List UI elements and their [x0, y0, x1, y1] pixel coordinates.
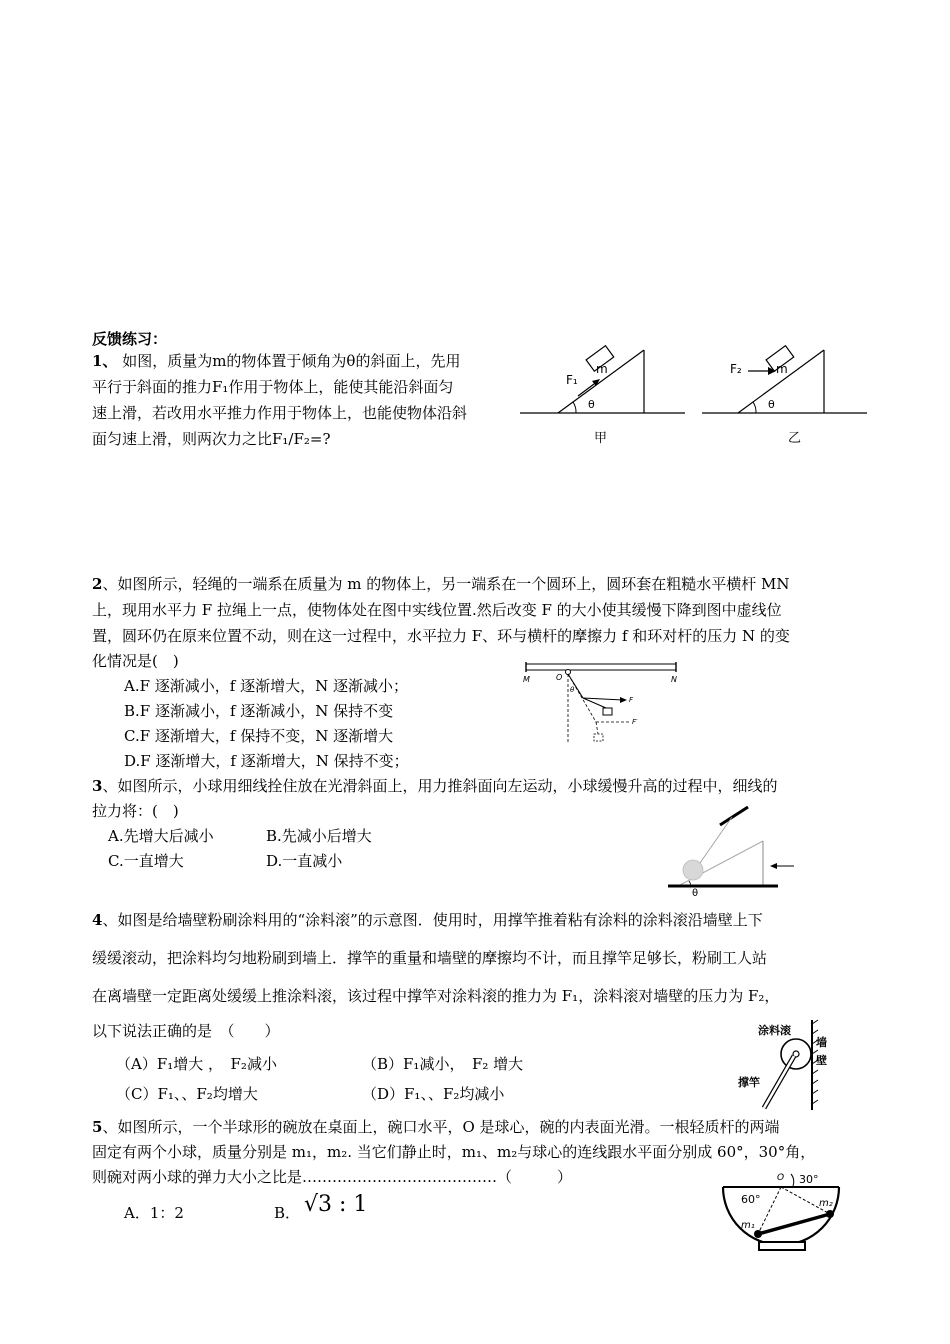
q1-line-3: 速上滑，若改用水平推力作用于物体上，也能使物体沿斜 [92, 404, 468, 422]
q2-label-n: N [671, 675, 677, 684]
q3-angle-label: θ [692, 888, 699, 899]
q3-line-1: 3、如图所示，小球用细线拴住放在光滑斜面上，用力推斜面向左运动，小球缓慢升高的过程中，细线的 [92, 777, 778, 795]
q1-yi-force: F₂ [730, 362, 742, 376]
q5-label-30: 30° [799, 1173, 819, 1186]
q2-label-m: M [523, 675, 530, 684]
q2-label-f: F [629, 696, 634, 704]
q2-label-o: O [556, 673, 563, 682]
q2-label-f-prime: F′ [632, 718, 638, 726]
q5-label-60: 60° [741, 1193, 761, 1206]
q3-option-d[interactable]: D.一直减小 [266, 852, 343, 870]
q4-figure [730, 1016, 830, 1114]
q3-number: 3 [92, 777, 103, 795]
q4-wall-label-1: 墙 [816, 1036, 827, 1049]
q5-option-b-math: √3 : 1 [304, 1192, 368, 1217]
q2-line-2: 上，现用水平力 F 拉绳上一点，使物体处在图中实线位置.然后改变 F 的大小使其缓慢下降到图中虚线位 [92, 601, 782, 619]
q1-jia-caption: 甲 [594, 431, 608, 446]
q1-jia-mass: m [596, 362, 608, 376]
q3-option-b[interactable]: B.先减小后增大 [266, 827, 372, 845]
q4-roller-label: 涂料滚 [758, 1024, 791, 1037]
q1-yi-angle: θ [768, 398, 775, 411]
q1-line-1: 1、 如图，质量为m的物体置于倾角为θ的斜面上，先用 [92, 352, 461, 370]
q2-line-1: 2、如图所示，轻绳的一端系在质量为 m 的物体上，另一端系在一个圆环上，圆环套在粗糙水平横杆 MN [92, 575, 790, 593]
q4-line-4: 以下说法正确的是 （ ） [92, 1022, 280, 1040]
q2-line-4: 化情况是( ) [92, 652, 179, 670]
q4-line-2: 缓缓滚动，把涂料均匀地粉刷到墙上．撑竿的重量和墙壁的摩擦均不计，而且撑竿足够长，粉刷工人站 [92, 949, 768, 967]
q1-figure-jia [510, 340, 690, 450]
q1-line-4: 面匀速上滑，则两次力之比F₁/F₂=? [92, 430, 331, 448]
q4-option-d[interactable]: （D）F₁、、F₂均减小 [362, 1085, 505, 1103]
q5-option-a[interactable]: A．1：2 [124, 1204, 184, 1222]
q4-line-3: 在离墙壁一定距离处缓缓上推涂料滚，该过程中撑竿对涂料滚的推力为 F₁，涂料滚对墙壁的压力为 F₂， [92, 987, 780, 1005]
q2-number: 2 [92, 575, 103, 593]
q4-option-c[interactable]: （C）F₁、、F₂均增大 [116, 1085, 258, 1103]
q1-yi-mass: m [776, 362, 788, 376]
q5-label-m1: m₁ [741, 1220, 755, 1231]
q1-number: 1、 [92, 352, 118, 370]
section-title: 反馈练习： [92, 330, 168, 348]
q2-line-3: 置，圆环仍在原来位置不动，则在这一过程中，水平拉力 F、环与横杆的摩擦力 f 和环对杆的压力 N 的变 [92, 627, 790, 645]
q5-figure [715, 1166, 845, 1262]
q1-yi-caption: 乙 [788, 431, 802, 446]
q2-figure [518, 660, 688, 750]
q4-option-a[interactable]: （A）F₁增大 ， F₂减小 [116, 1055, 277, 1073]
q5-label-o: O [777, 1173, 785, 1183]
q5-number: 5 [92, 1118, 103, 1136]
q4-pole-label: 撑竿 [738, 1076, 760, 1089]
q1-figure-yi [690, 340, 870, 450]
q4-option-b[interactable]: （B）F₁减小， F₂ 增大 [362, 1055, 524, 1073]
q4-line-1: 4、如图是给墙壁粉刷涂料用的“涂料滚”的示意图．使用时，用撑竿推着粘有涂料的涂料滚沿墙壁上下 [92, 911, 763, 929]
q3-option-a[interactable]: A.先增大后减小 [108, 827, 214, 845]
q3-line-2: 拉力将：( ) [92, 802, 179, 820]
q2-option-c[interactable]: C.F 逐渐增大，f 保持不变，N 逐渐增大 [124, 727, 394, 745]
q5-line-1: 5、如图所示，一个半球形的碗放在桌面上，碗口水平，O 是球心，碗的内表面光滑。一根轻质杆的两端 [92, 1118, 780, 1136]
q4-number: 4 [92, 911, 103, 929]
q4-wall-label-2: 壁 [816, 1054, 827, 1067]
q1-line-2: 平行于斜面的推力F₁作用于物体上，能使其能沿斜面匀 [92, 378, 454, 396]
q2-option-a[interactable]: A.F 逐渐减小，f 逐渐增大，N 逐渐减小； [124, 677, 408, 695]
q3-option-c[interactable]: C.一直增大 [108, 852, 184, 870]
q5-line-3: 则碗对两小球的弹力大小之比是…………………………………（ ） [92, 1168, 573, 1186]
q3-figure [660, 795, 800, 899]
q1-jia-angle: θ [588, 398, 595, 411]
q5-option-b[interactable]: B． [274, 1204, 301, 1222]
q2-option-b[interactable]: B.F 逐渐减小，f 逐渐减小，N 保持不变 [124, 702, 394, 720]
q5-line-2: 固定有两个小球，质量分别是 m₁，m₂. 当它们静止时，m₁、m₂与球心的连线跟水平面分别成 60°，30°角， [92, 1143, 816, 1161]
q2-label-theta: θ [570, 686, 575, 694]
q2-option-d[interactable]: D.F 逐渐增大，f 逐渐增大，N 保持不变； [124, 752, 409, 770]
q5-label-m2: m₂ [819, 1198, 833, 1209]
q1-jia-force: F₁ [566, 373, 578, 387]
